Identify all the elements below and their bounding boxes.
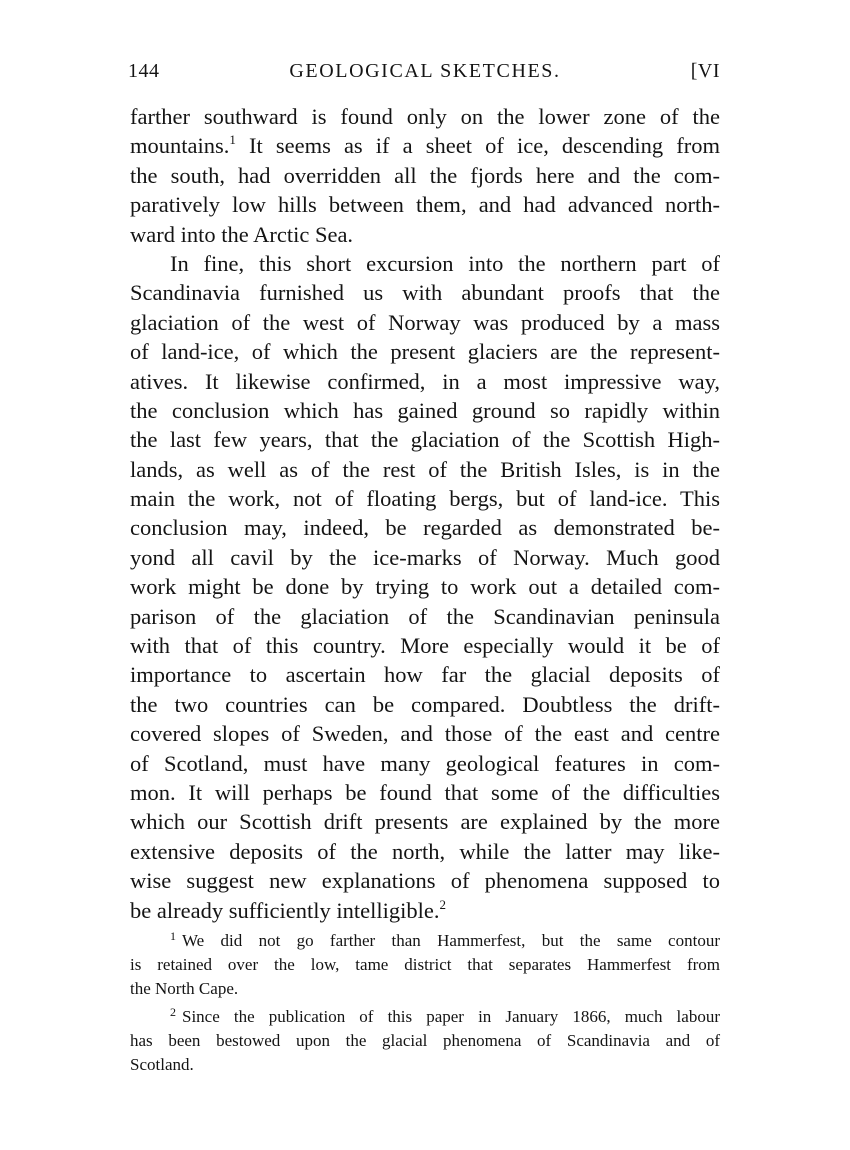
text-line: conclusion may, indeed, be regarded as demonstrated be- <box>130 515 720 541</box>
text-line: the south, had overridden all the fjords here and the com- <box>130 162 720 188</box>
running-title: GEOLOGICAL SKETCHES. <box>289 60 561 82</box>
text-line: In fine, this short excursion into the northern part of <box>170 250 720 276</box>
text-line: lands, as well as of the rest of the British Isles, is in the <box>130 456 720 482</box>
text-line: which our Scottish drift presents are explained by the more <box>130 809 720 835</box>
chapter-reference: [VI <box>690 60 720 82</box>
text-line: parison of the glaciation of the Scandinavian peninsula <box>130 603 720 629</box>
text-line: with that of this country. More especially would it be of <box>130 633 720 659</box>
footnote-line <box>130 929 720 953</box>
paragraph <box>130 102 720 249</box>
text-line: of Scotland, must have many geological features in com- <box>130 750 720 776</box>
book-page <box>130 60 720 1081</box>
text-line: ward into the Arctic Sea. <box>130 221 354 247</box>
text-fragment: mountains. <box>130 133 230 159</box>
footnote-line: Scotland. <box>130 1054 194 1074</box>
text-line: paratively low hills between them, and had advanced north- <box>130 192 720 218</box>
text-line: the two countries can be compared. Doubtless the drift- <box>130 691 720 717</box>
text-fragment: be already sufficiently intelligible. <box>130 897 440 923</box>
footnotes <box>130 929 720 1077</box>
text-fragment: Since the publication of this paper in January 1866, much labour <box>182 1006 720 1026</box>
footnote-line <box>130 1005 720 1029</box>
text-line: glaciation of the west of Norway was produced by a mass <box>130 309 720 335</box>
footnote-marker: 2 <box>170 1004 176 1019</box>
footnote-reference: 1 <box>229 132 236 148</box>
footnote-line: is retained over the low, tame district that separates Hammerfest from <box>130 954 720 974</box>
paragraph <box>130 249 720 925</box>
footnote <box>130 929 720 1001</box>
text-line: work might be done by trying to work out a detailed com- <box>130 574 720 600</box>
footnote-line: has been bestowed upon the glacial phenomena of Scandinavia and of <box>130 1030 720 1050</box>
text-fragment: It seems as if a sheet of ice, descending from <box>235 133 720 159</box>
text-line: farther southward is found only on the lower zone of the <box>130 104 720 129</box>
text-line: yond all cavil by the ice-marks of Norway. Much good <box>130 544 720 570</box>
page-number: 144 <box>128 60 160 82</box>
footnote-reference: 2 <box>439 896 446 912</box>
running-header <box>130 60 720 94</box>
text-line: covered slopes of Sweden, and those of the east and centre <box>130 721 720 747</box>
text-line <box>130 896 720 925</box>
footnote-marker: 1 <box>170 928 176 943</box>
text-line: mon. It will perhaps be found that some of the difficulties <box>130 779 720 805</box>
text-line <box>130 131 720 160</box>
text-line: the last few years, that the glaciation of the Scottish High- <box>130 427 720 453</box>
text-line: atives. It likewise confirmed, in a most impressive way, <box>130 368 720 394</box>
text-line: main the work, not of floating bergs, but of land-ice. This <box>130 486 720 512</box>
text-fragment: We did not go farther than Hammerfest, but the same contour <box>182 930 720 950</box>
main-text <box>130 102 720 925</box>
text-line: importance to ascertain how far the glacial deposits of <box>130 662 720 688</box>
text-line: of land-ice, of which the present glaciers are the represent- <box>130 339 720 365</box>
footnote-line: the North Cape. <box>130 978 239 998</box>
text-line: Scandinavia furnished us with abundant proofs that the <box>130 280 720 306</box>
text-line: wise suggest new explanations of phenomena supposed to <box>130 868 720 894</box>
text-line: the conclusion which has gained ground so rapidly within <box>130 397 720 423</box>
footnote <box>130 1005 720 1077</box>
text-line: extensive deposits of the north, while the latter may like- <box>130 838 720 864</box>
